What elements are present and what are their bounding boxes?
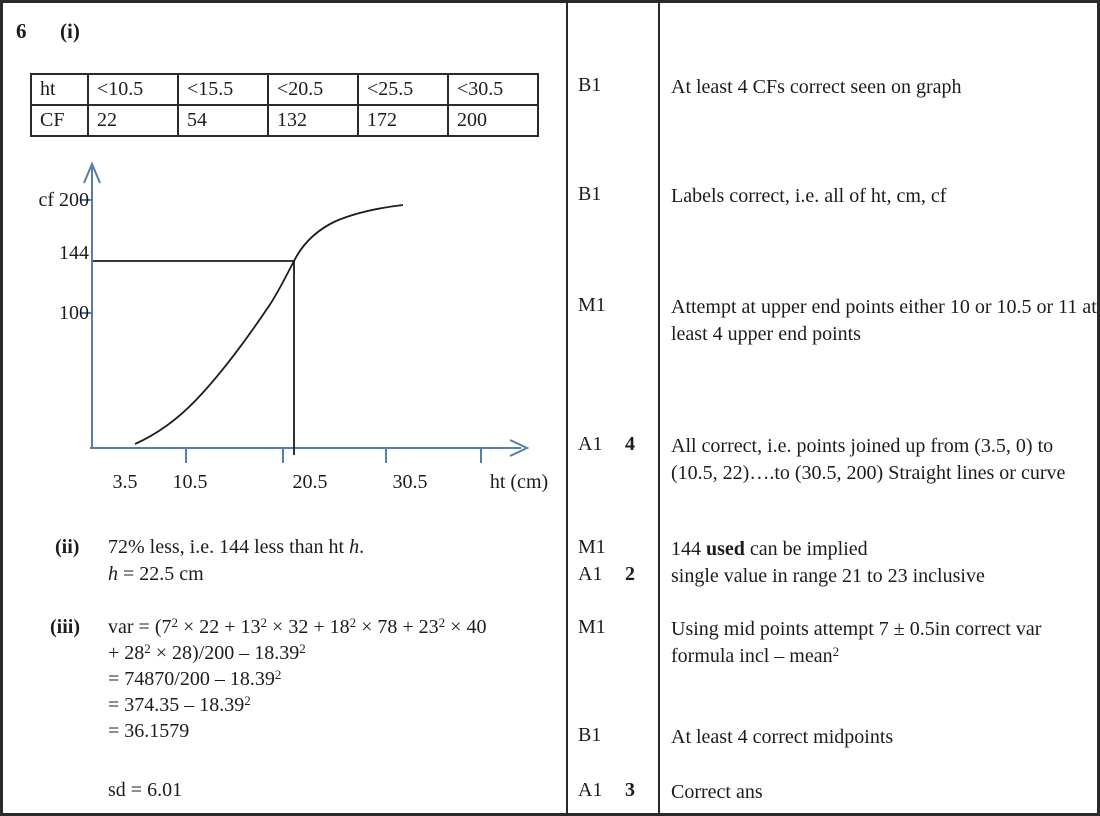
y-tick-label: 200 (59, 189, 89, 211)
x-axis-arrow-icon (510, 440, 527, 456)
mark-a1-3: A1 3 (578, 779, 635, 801)
table-cell: <25.5 (358, 74, 448, 105)
x-label-3-5: 3.5 (112, 471, 138, 493)
table-cell: 22 (88, 105, 178, 136)
x-label-20-5: 20.5 (292, 471, 328, 493)
y-axis-title: cf (38, 189, 54, 211)
y-label-144: 144 (59, 242, 89, 264)
y-axis-arrow-icon (84, 164, 100, 183)
part-ii-label: (ii) (55, 536, 80, 558)
table-row-ht (31, 74, 538, 105)
table-cell: <15.5 (178, 74, 268, 105)
mark-b1-graph-cfs: B1 (578, 74, 602, 96)
table-cell: 54 (178, 105, 268, 136)
y-label-100: 100 (59, 302, 89, 324)
y-label-cf-200 (11, 189, 89, 212)
comment-correct-ans: Correct ans (671, 781, 763, 803)
table-cell: <30.5 (448, 74, 538, 105)
comment-labels-correct: Labels correct, i.e. all of ht, cm, cf (671, 185, 947, 207)
table-cell: 172 (358, 105, 448, 136)
table-cell: <10.5 (88, 74, 178, 105)
mark-b1-midpoints: B1 (578, 724, 602, 746)
variance-line-3: = 74870/200 – 18.39$^2$ (108, 667, 282, 690)
sd-line: sd = 6.01 (108, 779, 183, 801)
mark-m1-endpoints: M1 (578, 294, 606, 316)
x-axis-title: ht (cm) (489, 471, 549, 493)
part-ii-line1: 72% less, i.e. 144 less than ht h. (108, 536, 365, 558)
comment-mid-points: Using mid points attempt 7 ± 0.5in correct var formula incl – mean$^2$ (671, 618, 1042, 667)
table-cell: 200 (448, 105, 538, 136)
comment-4-midpoints: At least 4 correct midpoints (671, 726, 894, 748)
mark-a1-2: A1 2 (578, 563, 635, 585)
question-number: 6 (16, 19, 27, 43)
comment-all-correct: All correct, i.e. points joined up from (3.5, 0) to (10.5, 22)….to (30.5, 200) Straight lines or curve (671, 435, 1066, 484)
table-row-cf (31, 105, 538, 136)
part-ii-line2: h = 22.5 cm (108, 563, 204, 585)
column-divider-marks (566, 3, 568, 813)
comment-cfs-correct: At least 4 CFs correct seen on graph (671, 76, 962, 98)
table-cell: CF (31, 105, 88, 136)
mark-m1-144: M1 (578, 536, 606, 558)
table-cell: 132 (268, 105, 358, 136)
comment-endpoints: Attempt at upper end points either 10 or 10.5 or 11 at least 4 upper end points (671, 296, 1097, 345)
table-cell: ht (31, 74, 88, 105)
table-cell: <20.5 (268, 74, 358, 105)
variance-line-4: = 374.35 – 18.39$^2$ (108, 693, 251, 716)
variance-line-2: + $28^2 \times 28)/200 - 18.39^2$ (108, 641, 306, 664)
part-i-label: (i) (60, 19, 80, 43)
x-label-10-5: 10.5 (172, 471, 208, 493)
mark-a1-4: A1 4 (578, 433, 635, 455)
cf-curve (135, 205, 403, 444)
column-divider-comments (658, 3, 660, 813)
comment-range-21-23: single value in range 21 to 23 inclusive (671, 565, 985, 587)
mark-b1-labels: B1 (578, 183, 602, 205)
x-label-30-5: 30.5 (392, 471, 428, 493)
variance-line-1: var = ($7^2 \times 22 + 13^2 \times 32 + 18^2 \times 78 + 23^2 \times 40$ (108, 615, 487, 638)
mark-m1-midpoints: M1 (578, 616, 606, 638)
part-iii-label: (iii) (50, 616, 80, 638)
comment-144-used: 144 used can be implied (671, 538, 868, 560)
variance-line-5: = 36.1579 (108, 720, 190, 742)
cumulative-frequency-table (30, 73, 539, 137)
